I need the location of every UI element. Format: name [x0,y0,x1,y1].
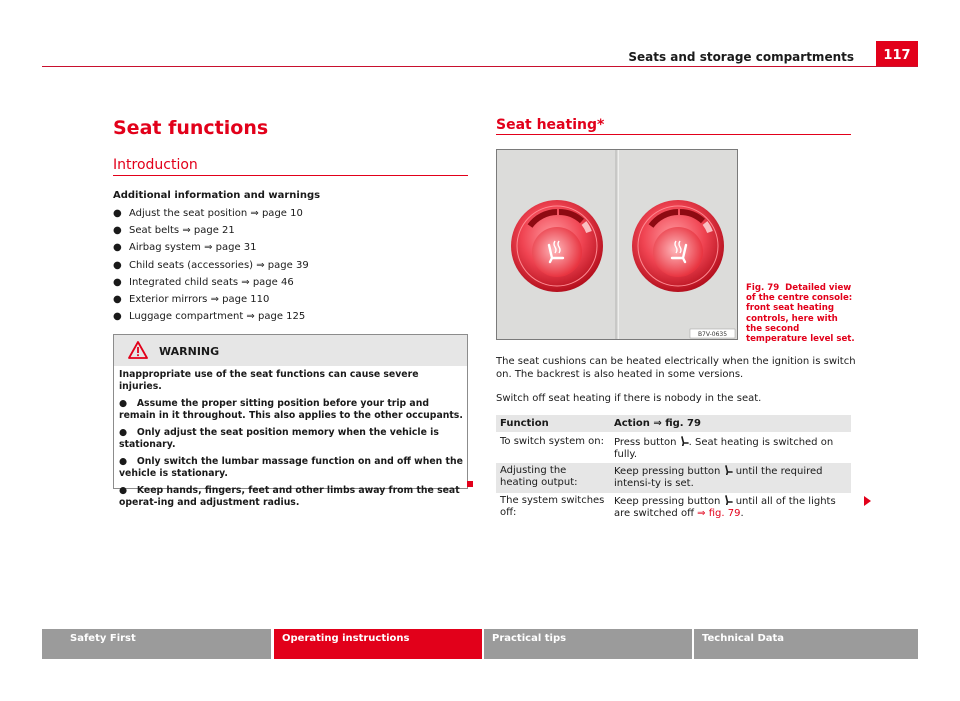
figure-seat-heating-controls [496,149,738,340]
list-item-text: Integrated child seats ⇒ page 46 [129,276,294,288]
warning-item: ● Only switch the lumbar massage function on and off when the vehicle is stationary. [119,456,463,479]
figure-caption-text: Detailed view of the centre console: front seat heating controls, here with the second temperature level set. [746,283,855,345]
list-item-text: Seat belts ⇒ page 21 [129,225,235,237]
table-header-cell: Action ⇒ fig. 79 [610,415,851,433]
tab-technical-data[interactable]: Technical Data [694,629,918,659]
warning-header [114,335,467,366]
bullet-icon: ● [119,427,128,438]
section-title: Seat functions [113,117,269,139]
seat-heating-button-icon [680,436,689,446]
figure-link[interactable]: ⇒ fig. 79 [697,508,741,519]
section-end-marker [467,481,473,487]
tab-safety-first[interactable]: Safety First [42,629,271,659]
list-item-text: Exterior mirrors ⇒ page 110 [129,293,270,305]
footer-nav [42,629,918,659]
cross-reference-list [113,208,473,328]
warning-triangle-icon [128,341,148,359]
warning-body [119,369,464,514]
left-seat-heating-button [511,200,603,292]
list-item[interactable] [113,311,473,328]
additional-info-heading: Additional information and warnings [113,190,321,201]
body-paragraph: The seat cushions can be heated electrically when the ignition is switch on. The backrest is also heated in some versions. [496,356,856,380]
bullet-icon: ● [113,259,122,271]
bullet-icon: ● [113,311,122,323]
table-header-row [496,415,851,433]
warning-box [113,334,468,508]
figure-caption [746,283,856,344]
body-paragraph: Switch off seat heating if there is nobody in the seat. [496,393,762,404]
table-cell-action: Keep pressing button until the required intensi-ty is set. [610,463,851,493]
table-cell-function: To switch system on: [496,433,610,463]
seat-heating-illustration [497,150,737,339]
table-row [496,493,851,525]
header-rule [42,66,918,67]
list-item[interactable] [113,294,473,311]
table-cell-action: Press button . Seat heating is switched on fully. [610,433,851,463]
bullet-icon: ● [113,208,122,219]
bullet-icon: ● [113,276,122,288]
bullet-icon: ● [119,485,128,496]
tab-practical-tips[interactable]: Practical tips [484,629,692,659]
warning-item: ● Only adjust the seat position memory when the vehicle is stationary. [119,427,439,450]
subsection-rule [113,175,468,176]
table-header-cell: Function [496,415,610,433]
warning-item: ● Keep hands, fingers, feet and other limbs away from the seat operat-ing and adjustment radius. [119,485,460,508]
table-row [496,463,851,493]
bullet-icon: ● [113,242,122,254]
bullet-icon: ● [119,398,128,409]
table-cell-function: Adjusting the heating output: [496,463,610,493]
list-item-text: Airbag system ⇒ page 31 [129,242,257,254]
seat-heating-title: Seat heating* [496,117,605,133]
bullet-icon: ● [119,456,128,467]
warning-item: ● Assume the proper sitting position before your trip and remain in it throughout. This also applies to the other occupants. [119,398,463,421]
chapter-title: Seats and storage compartments [628,50,854,64]
continue-arrow-icon [864,496,871,506]
list-item-text: Luggage compartment ⇒ page 125 [129,311,306,323]
list-item[interactable] [113,225,473,242]
table-cell-function: The system switches off: [496,493,610,525]
table-row [496,433,851,463]
subsection-title: Introduction [113,157,198,173]
page-number: 117 [876,41,918,67]
function-table [496,415,851,525]
table-cell-action: Keep pressing button until all of the lights are switched off ⇒ fig. 79. [610,493,851,525]
bullet-icon: ● [113,225,122,237]
bullet-icon: ● [113,293,122,305]
list-item-text: Adjust the seat position ⇒ page 10 [129,208,303,219]
figure-code: B7V-0635 [697,331,728,338]
seat-heating-rule [496,134,851,135]
list-item[interactable] [113,242,473,259]
list-item[interactable] [113,208,473,225]
figure-caption-number: Fig. 79 [746,283,780,293]
list-item[interactable] [113,260,473,277]
seat-heating-button-icon [724,465,733,475]
tab-operating-instructions[interactable]: Operating instructions [274,629,482,659]
seat-heating-button-icon [724,495,733,505]
list-item-text: Child seats (accessories) ⇒ page 39 [129,259,309,271]
right-seat-heating-button [632,200,724,292]
list-item[interactable] [113,277,473,294]
warning-intro: Inappropriate use of the seat functions can cause severe injuries. [119,369,419,392]
warning-title: WARNING [159,345,220,358]
